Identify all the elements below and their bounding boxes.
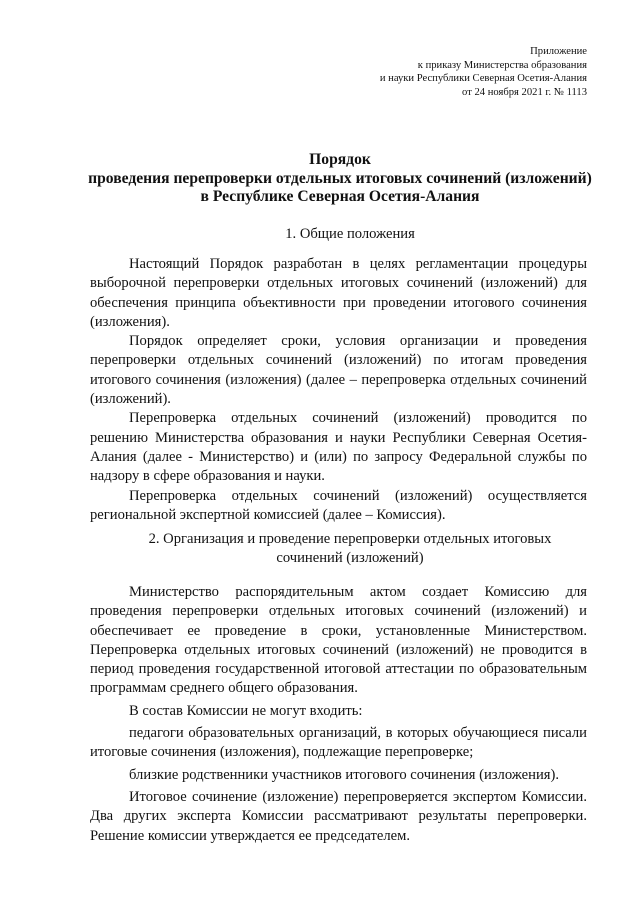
section-2-heading (60, 530, 640, 568)
appendix-note-line-3: и науки Республики Северная Осетия-Алания (379, 73, 587, 85)
section-2-paragraph: близкие родственники участников итогового сочинения (изложения). (129, 766, 559, 783)
section-1-paragraph: Порядок определяет сроки, условия организации и проведения перепроверки отдельных сочинений (изложений) по итогам проведения итогового сочинения (изложения) (далее – перепроверка отдельных сочинений (изложений). (90, 333, 587, 408)
section-1-paragraph: Перепроверка отдельных сочинений (изложений) осуществляется региональной экспертной комиссией (далее – Комиссия). (90, 487, 587, 523)
document-title-line-3: в Республике Северная Осетия-Алания (200, 188, 480, 206)
section-2-heading-line-2: сочинений (изложений) (276, 550, 424, 566)
appendix-note-line-2: к приказу Министерства образования (417, 59, 587, 71)
section-1-paragraph: Перепроверка отдельных сочинений (изложений) проводится по решению Министерства образования и науки Республики Северная Осетия-Алания (далее - Министерство) и (или) по запросу Федеральной службы по надзору в сфере образования и науки. (90, 410, 587, 485)
document-title-line-1: Порядок (309, 151, 371, 168)
document-title (40, 151, 640, 207)
appendix-note-line-4: от 24 ноября 2021 г. № 1113 (462, 86, 587, 98)
section-2-paragraph: Министерство распорядительным актом создает Комиссию для проведения перепроверки отдельных итоговых сочинений (изложений) и обеспечивает ее проведение в сроки, установленные Министерством. Перепроверка отдельных итоговых сочинений (изложений) не проводится в период проведения государственной итоговой аттестации по образовательным программам среднего общего образования. (90, 584, 587, 697)
section-2-paragraph: В состав Комиссии не могут входить: (129, 702, 363, 719)
appendix-note (380, 45, 587, 99)
section-1-body (90, 255, 587, 525)
section-2-paragraph: педагоги образовательных организаций, в которых обучающиеся писали итоговые сочинения (изложения), подлежащие перепроверке; (90, 725, 587, 761)
section-2-heading-line-1: 2. Организация и проведение перепроверки отдельных итоговых (148, 531, 552, 547)
appendix-note-line-1: Приложение (530, 46, 587, 57)
document-title-line-2: проведения перепроверки отдельных итоговых сочинений (изложений) (88, 169, 592, 187)
section-1-paragraph: Настоящий Порядок разработан в целях регламентации процедуры выборочной перепроверки отдельных итоговых сочинений (изложений) для обеспечения принципа объективности при проведении итогового сочинения (изложения). (90, 256, 587, 330)
section-1-heading (60, 225, 640, 244)
section-2-paragraph: Итоговое сочинение (изложение) перепроверяется экспертом Комиссии. Два других эксперта Комиссии рассматривают результаты перепроверки. Решение комиссии утверждается ее председателем. (90, 788, 587, 844)
section-1-heading-text: 1. Общие положения (285, 226, 415, 242)
section-2-body (90, 583, 587, 849)
